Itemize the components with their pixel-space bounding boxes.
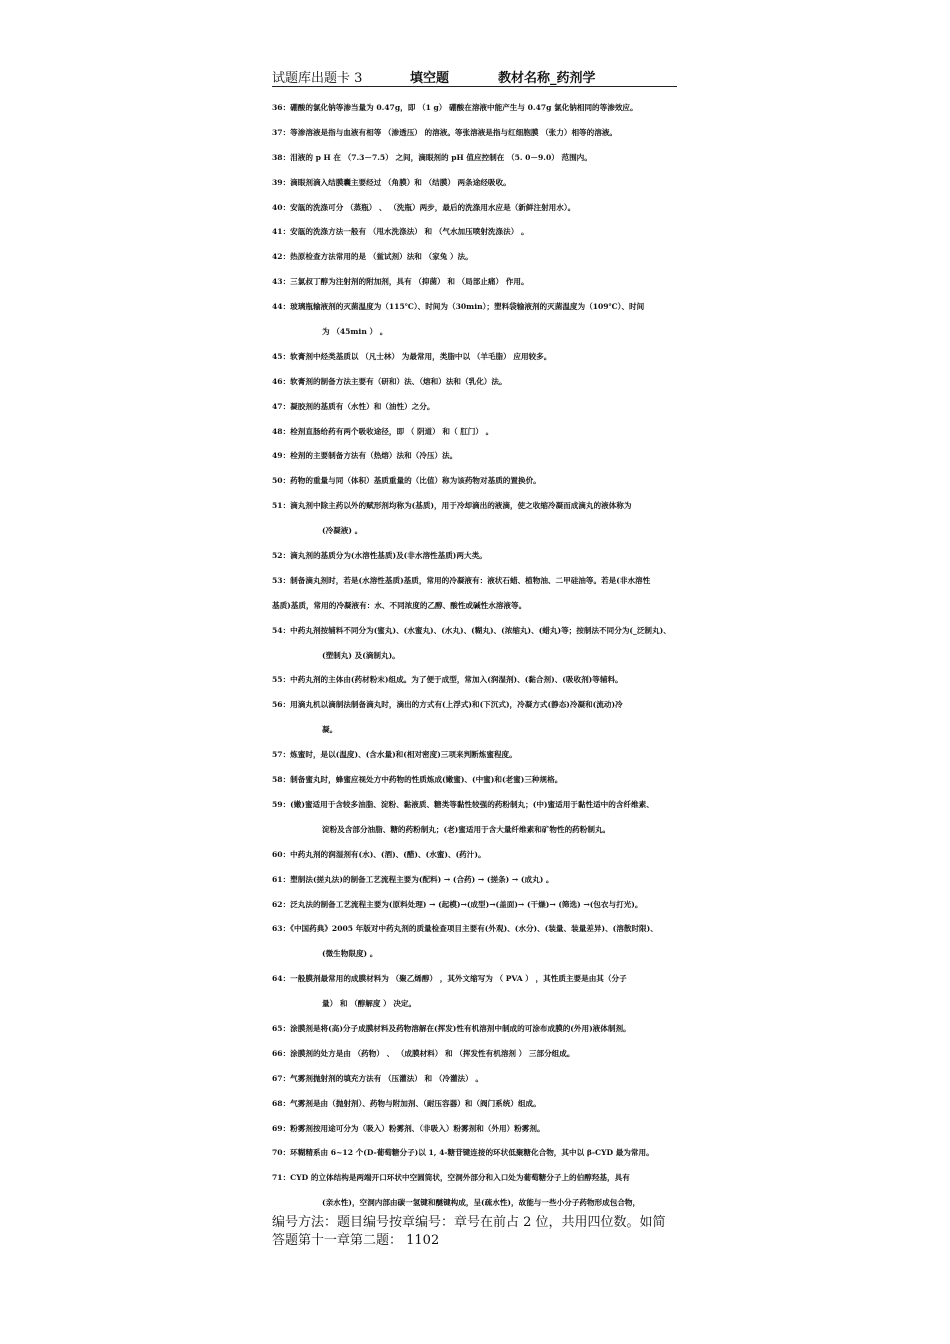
question-line: 68：气雾剂是由（抛射剂）、药物与附加剂、（耐压容器）和（阀门系统）组成。 <box>272 1098 541 1108</box>
question-continuation: 为 （45min ） 。 <box>322 327 388 337</box>
question-line: 47：凝胶剂的基质有（水性）和（油性）之分。 <box>272 401 435 411</box>
question-line: 70：环糊精系由 6~12 个(D-葡萄糖分子)以 1, 4-糖苷键连接的环状低聚糖化合物，其中以 β-CYD 最为常用。 <box>272 1148 654 1158</box>
question-line: 58：制备蜜丸时，蜂蜜应视处方中药物的性质炼成(嫩蜜)、(中蜜)和(老蜜)三种规格。 <box>272 775 563 785</box>
footer-line-2: 答题第十一章第二题： 1102 <box>272 1233 440 1248</box>
question-continuation: (微生物限度) 。 <box>322 949 378 959</box>
question-line: 52：滴丸剂的基质分为(水溶性基质)及(非水溶性基质)两大类。 <box>272 551 487 561</box>
question-line: 57：炼蜜时，是以(温度)、(含水量)和(相对密度)三项来判断炼蜜程度。 <box>272 750 517 760</box>
question-continuation: (塑制丸) 及(滴制丸)。 <box>322 650 400 660</box>
question-line: 65：涂膜剂是将(高)分子成膜材料及药物溶解在(挥发)性有机溶剂中制成的可涂布成膜的(外用)液体制剂。 <box>272 1023 631 1033</box>
question-line: 59：(嫩)蜜适用于含较多油脂、淀粉、黏液质、糖类等黏性较强的药粉制丸；(中)蜜适用于黏性适中的含纤维素、 <box>272 799 654 809</box>
question-line: 64：一般膜剂最常用的成膜材料为 （聚乙烯醇） ，其外文缩写为 （ PVA ） ，其性质主要是由其（分子 <box>272 974 627 984</box>
question-line: 45：软膏剂中烃类基质以 （凡士林） 为最常用，类脂中以 （羊毛脂） 应用较多。 <box>272 351 552 361</box>
question-line: 38：泪液的 p H 在 （7.3－7.5） 之间，滴眼剂的 pH 值应控制在 （5. 0－9.0） 范围内。 <box>272 152 592 162</box>
question-continuation: (冷凝液) 。 <box>322 526 363 536</box>
question-line: 37：等渗溶液是指与血液有相等 （渗透压） 的溶液。等张溶液是指与红细胞膜 （张力）相等的溶液。 <box>272 127 618 137</box>
card-title: 试题库出题卡 3 <box>272 71 363 86</box>
question-line: 基质)基质，常用的冷凝液有：水、不同浓度的乙醇、酸性或碱性水溶液等。 <box>272 600 527 610</box>
question-line: 48：栓剂直肠给药有两个吸收途径，即 （ 阴道） 和（ 肛门） 。 <box>272 426 494 436</box>
question-continuation: 量） 和 （醇解度 ） 决定。 <box>322 999 417 1009</box>
question-line: 51：滴丸剂中除主药以外的赋形剂均称为(基质)，用于冷却滴出的液滴，使之收缩冷凝而成滴丸的液体称为 <box>272 501 632 511</box>
question-line: 55：中药丸剂的主体由(药材粉末)组成。为了便于成型，常加入(润湿剂)、(黏合剂)、(吸收剂)等辅料。 <box>272 675 623 685</box>
question-continuation: 凝。 <box>322 725 338 735</box>
question-line: 41：安瓿的洗涤方法一般有 （甩水洗涤法） 和 （气水加压喷射洗涤法） 。 <box>272 227 529 237</box>
question-line: 69：粉雾剂按用途可分为（吸入）粉雾剂、（非吸入）粉雾剂和（外用）粉雾剂。 <box>272 1123 545 1133</box>
question-line: 50：药物的重量与同（体积）基质重量的（比值）称为该药物对基质的置换价。 <box>272 476 541 486</box>
textbook-name: 教材名称_药剂学 <box>498 71 596 86</box>
question-line: 71：CYD 的立体结构是两端开口环状中空圆筒状，空洞外部分和入口处为葡萄糖分子上的伯醇羟基，具有 <box>272 1173 630 1183</box>
question-line: 49：栓剂的主要制备方法有（热熔）法和（冷压）法。 <box>272 451 458 461</box>
question-line: 53：制备滴丸剂时，若是(水溶性基质)基质，常用的冷凝液有：液状石蜡、植物油、二甲硅油等。若是(非水溶性 <box>272 575 651 585</box>
question-line: 67：气雾剂抛射剂的填充方法有 （压灌法） 和 （冷灌法） 。 <box>272 1073 483 1083</box>
question-line: 43：三氯叔丁醇为注射剂的附加剂，具有 （抑菌） 和 （局部止痛） 作用。 <box>272 277 529 287</box>
question-line: 62：泛丸法的制备工艺流程主要为(原料处理) → (起模)→(成型)→(盖面)→ (干燥)→ (筛选) →(包衣与打光)。 <box>272 899 643 909</box>
header-bar <box>272 64 677 87</box>
question-line: 44：玻璃瓶输液剂的灭菌温度为（115℃）、时间为（30min）；塑料袋输液剂的灭菌温度为（109℃）、时间 <box>272 302 645 312</box>
question-line: 46：软膏剂的制备方法主要有（研和）法、（熔和）法和（乳化）法。 <box>272 376 507 386</box>
question-line: 36：硼酸的氯化钠等渗当量为 0.47g，即 （1 g） 硼酸在溶液中能产生与 0.47g 氯化钠相同的等渗效应。 <box>272 103 638 112</box>
question-line: 61：塑制法(搓丸法)的制备工艺流程主要为(配料) → (合药) → (搓条) → (成丸) 。 <box>272 874 554 884</box>
question-line: 56：用滴丸机以滴制法制备滴丸时，滴出的方式有(上浮式)和(下沉式)，冷凝方式(静态)冷凝和(流动)冷 <box>272 700 623 710</box>
footer-line-1: 编号方法：题目编号按章编号：章号在前占 2 位，共用四位数。如简 <box>272 1215 666 1230</box>
question-line: 40：安瓿的洗涤可分 （蒸瓶） 、 （洗瓶）两步，最后的洗涤用水应是（新鲜注射用水）。 <box>272 202 576 212</box>
question-list <box>272 96 682 1216</box>
question-continuation: (亲水性)，空洞内部由碳一氢键和醚键构成，呈(疏水性)，故能与一些小分子药物形成包合物， <box>322 1198 641 1208</box>
numbering-note <box>272 1214 692 1250</box>
question-line: 42：热原检查方法常用的是 （鲎试剂）法和 （家兔 ）法。 <box>272 252 473 262</box>
question-continuation: 淀粉及含部分油脂、糖的药粉制丸；(老)蜜适用于含大量纤维素和矿物性的药粉制丸。 <box>322 824 611 834</box>
question-line: 60：中药丸剂的润湿剂有(水)、(酒)、(醋)、(水蜜)、(药汁)。 <box>272 849 486 859</box>
question-type: 填空题 <box>410 71 450 86</box>
question-line: 63：《中国药典》2005 年版对中药丸剂的质量检查项目主要有(外观)、(水分)、(装量、装量差异)、(溶散时限)、 <box>272 924 658 934</box>
question-line: 39：滴眼剂滴入结膜囊主要经过 （角膜）和 （结膜） 两条途经吸收。 <box>272 177 511 187</box>
question-line: 54：中药丸剂按辅料不同分为(蜜丸)、(水蜜丸)、(水丸)、(糊丸)、(浓缩丸)、(蜡丸)等；按制法不同分为(_泛制丸)、 <box>272 625 671 635</box>
question-line: 66：涂膜剂的处方是由 （药物） 、 （成膜材料） 和 （挥发性有机溶剂 ） 三部分组成。 <box>272 1048 575 1058</box>
